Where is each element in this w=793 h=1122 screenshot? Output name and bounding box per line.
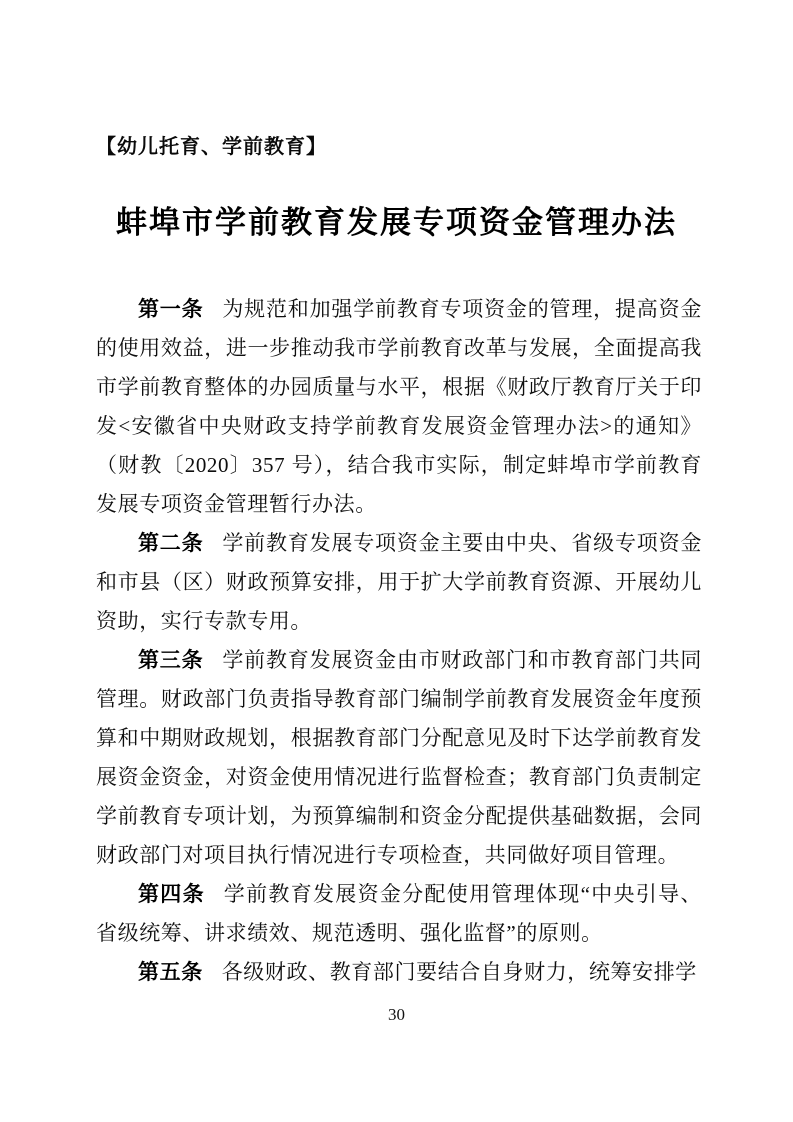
- document-body: [96, 290, 702, 992]
- article-4: [96, 875, 702, 953]
- article-1-text: 为规范和加强学前教育专项资金的管理，提高资金的使用效益，进一步推动我市学前教育改革与发展，全面提高我市学前教育整体的办园质量与水平，根据《财政厅教育厅关于印发<安徽省中央财政支持学前教育发展资金管理办法>的通知》（财教〔2020〕357 号），结合我市实际，制定蚌埠市学前教育发展专项资金管理暂行办法。: [96, 297, 702, 516]
- page-number: 30: [388, 1005, 405, 1024]
- article-3-text: 学前教育发展资金由市财政部门和市教育部门共同管理。财政部门负责指导教育部门编制学前教育发展资金年度预算和中期财政规划，根据教育部门分配意见及时下达学前教育发展资金资金，对资金使用情况进行监督检查；教育部门负责制定学前教育专项计划，为预算编制和资金分配提供基础数据，会同财政部门对项目执行情况进行专项检查，共同做好项目管理。: [96, 648, 702, 867]
- article-4-text: 学前教育发展资金分配使用管理体现“中央引导、省级统筹、讲求绩效、规范透明、强化监督”的原则。: [96, 882, 702, 945]
- article-1-label: 第一条: [138, 298, 204, 321]
- article-5-text: 各级财政、教育部门要结合自身财力，统筹安排学: [221, 960, 697, 984]
- article-4-label: 第四条: [138, 883, 205, 906]
- article-2-label: 第二条: [138, 532, 204, 555]
- article-3-label: 第三条: [138, 649, 204, 672]
- article-3: [96, 641, 702, 875]
- article-5: [96, 953, 702, 992]
- article-2-text: 学前教育发展专项资金主要由中央、省级专项资金和市县（区）财政预算安排，用于扩大学前教育资源、开展幼儿资助，实行专款专用。: [96, 531, 702, 633]
- document-title: 蚌埠市学前教育发展专项资金管理办法: [116, 205, 677, 240]
- section-label: 【幼儿托育、学前教育】: [96, 136, 327, 158]
- article-5-label: 第五条: [138, 961, 203, 984]
- article-1: [96, 290, 702, 524]
- article-2: [96, 524, 702, 641]
